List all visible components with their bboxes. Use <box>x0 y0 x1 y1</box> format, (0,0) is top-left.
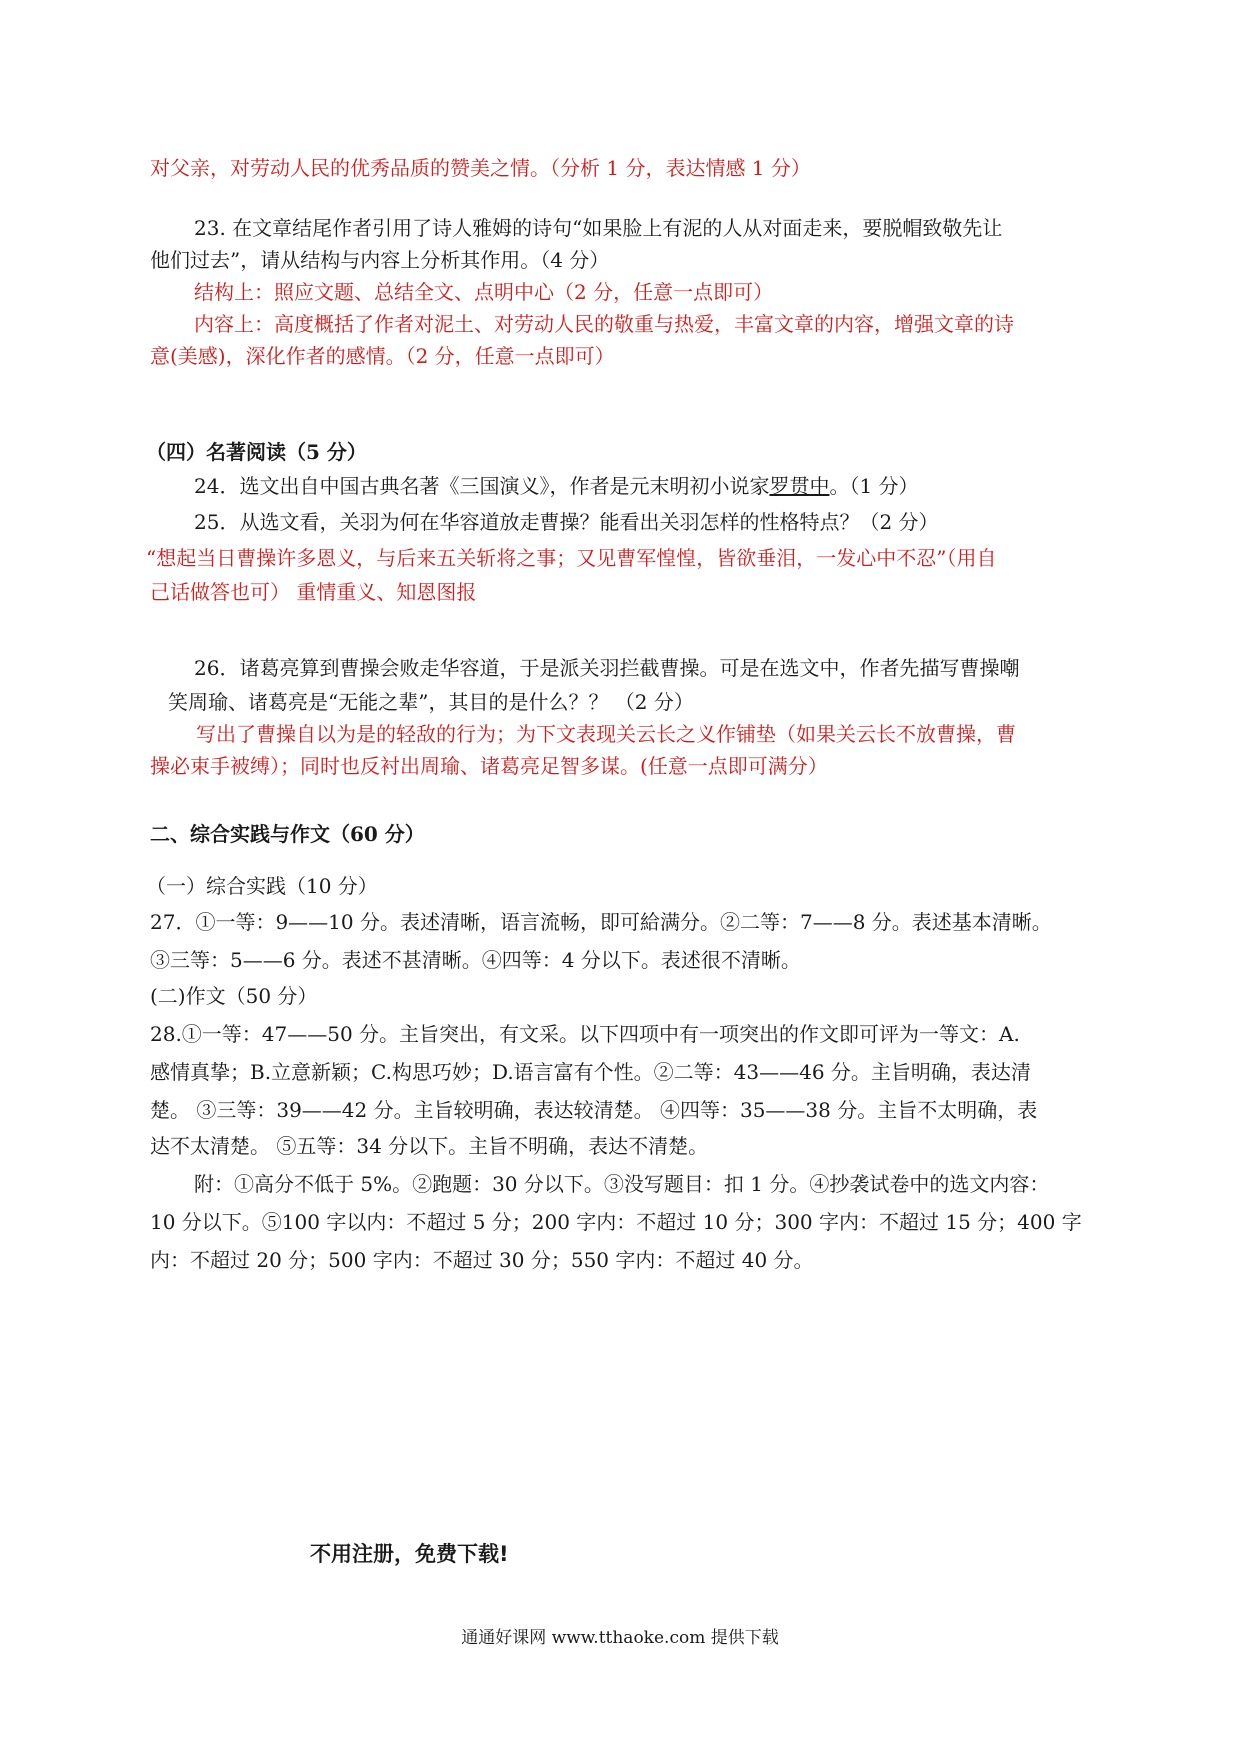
answer-23-content-line2: 意(美感)，深化作者的感情。（2 分，任意一点即可） <box>150 344 615 368</box>
subsection-writing: (二)作文（50 分） <box>150 984 318 1008</box>
answer-23-structure: 结构上：照应文题、总结全文、点明中心（2 分，任意一点即可） <box>194 280 774 304</box>
question-24 <box>194 470 919 502</box>
question-24-score: 。（1 分） <box>829 474 919 498</box>
item-28-line3: 楚。 ③三等：39——42 分。主旨较明确，表达较清楚。 ④四等：35——38 分。主旨不太明确，表 <box>150 1098 1038 1122</box>
section-heading-practice-writing: 二、综合实践与作文（60 分） <box>150 822 425 846</box>
question-24-answer: 罗贯中 <box>769 474 830 498</box>
appendix-line1: 附：①高分不低于 5%。②跑题：30 分以下。③没写题目：扣 1 分。④抄袭试卷中的选文内容： <box>194 1172 1050 1196</box>
item-27-line1: 27．①一等：9——10 分。表述清晰，语言流畅，即可給满分。②二等：7——8 分。表述基本清晰。 <box>150 910 1052 934</box>
appendix-line3: 内：不超过 20 分；500 字内：不超过 30 分；550 字内：不超过 40 分。 <box>150 1248 814 1272</box>
section-heading-classics: （四）名著阅读（5 分） <box>146 440 367 464</box>
answer-25-line1: “想起当日曹操许多恩义，与后来五关斩将之事；又见曹军惶惶，皆欲垂泪，一发心中不忍”（用自 <box>146 546 997 570</box>
promo-text: 不用注册，免费下载! <box>310 1542 509 1566</box>
subsection-practice: （一）综合实践（10 分） <box>146 874 378 898</box>
footer-credit: 通通好课网 www.tthaoke.com 提供下载 <box>461 1628 779 1648</box>
question-23-line2: 他们过去”，请从结构与内容上分析其作用。（4 分） <box>150 248 610 272</box>
answer-26-line1: 写出了曹操自以为是的轻敌的行为；为下文表现关云长之义作铺垫（如果关云长不放曹操，曹 <box>196 722 1016 746</box>
question-23-line1: 23. 在文章结尾作者引用了诗人雅姆的诗句“如果脸上有泥的人从对面走来，要脱帽致敬先让 <box>194 216 1003 240</box>
item-27-line2: ③三等：5——6 分。表述不甚清晰。④四等：4 分以下。表述很不清晰。 <box>150 948 801 972</box>
appendix-line2: 10 分以下。⑤100 字以内：不超过 5 分；200 字内：不超过 10 分；300 字内：不超过 15 分；400 字 <box>150 1210 1082 1234</box>
question-24-text: 24．选文出自中国古典名著《三国演义》，作者是元末明初小说家 <box>194 474 770 498</box>
answer-22-tail: 对父亲，对劳动人民的优秀品质的赞美之情。（分析 1 分，表达情感 1 分） <box>150 156 811 180</box>
answer-26-line2: 操必束手被缚）；同时也反衬出周瑜、诸葛亮足智多谋。(任意一点即可满分） <box>150 754 828 778</box>
answer-23-content-line1: 内容上：高度概括了作者对泥土、对劳动人民的敬重与热爱，丰富文章的内容，增强文章的诗 <box>194 312 1014 336</box>
item-28-line4: 达不太清楚。 ⑤五等：34 分以下。主旨不明确，表达不清楚。 <box>150 1134 709 1158</box>
question-25: 25．从选文看，关羽为何在华容道放走曹操？能看出关羽怎样的性格特点？（2 分） <box>194 510 939 534</box>
question-26-line2: 笑周瑜、诸葛亮是“无能之辈”，其目的是什么？？ （2 分） <box>168 690 694 714</box>
question-26-line1: 26．诸葛亮算到曹操会败走华容道，于是派关羽拦截曹操。可是在选文中，作者先描写曹操嘲 <box>194 656 1020 680</box>
answer-25-line2: 己话做答也可） 重情重义、知恩图报 <box>150 580 477 604</box>
item-28-line1: 28.①一等：47——50 分。主旨突出，有文采。以下四项中有一项突出的作文即可评为一等文：A. <box>150 1022 1020 1046</box>
item-28-line2: 感情真挚；B.立意新颖；C.构思巧妙；D.语言富有个性。②二等：43——46 分。主旨明确，表达清 <box>150 1060 1031 1084</box>
